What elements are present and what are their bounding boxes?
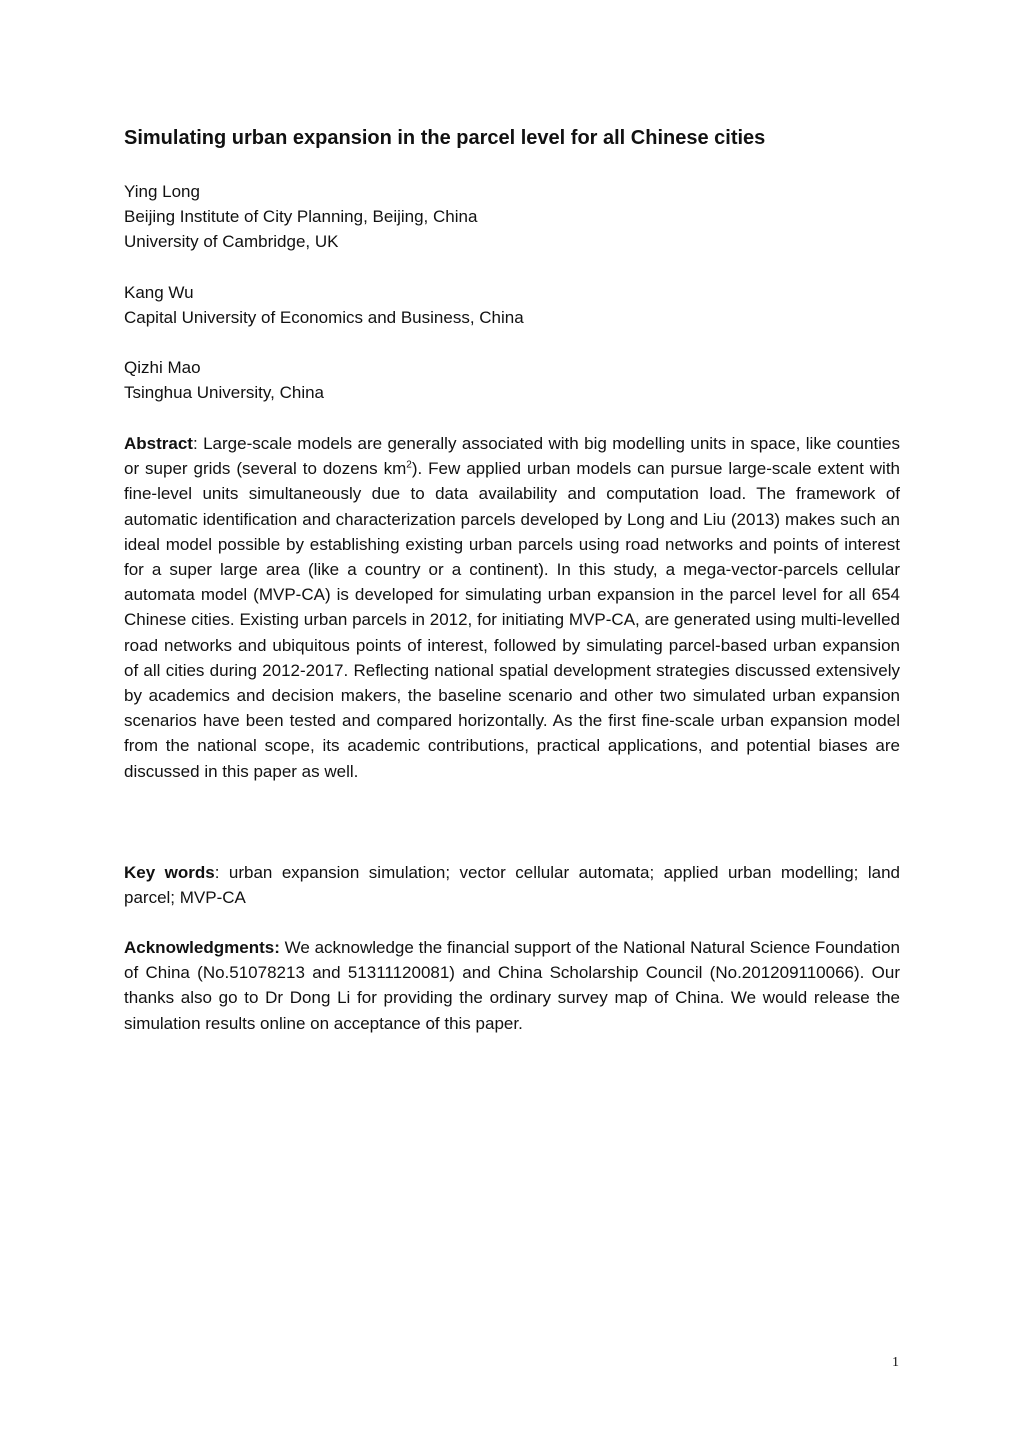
author-affiliation: University of Cambridge, UK: [124, 232, 339, 252]
author-name: Kang Wu: [124, 283, 194, 302]
author-name: Ying Long: [124, 182, 200, 201]
abstract-text-part-2: ). Few applied urban models can pursue large-scale extent with fine-level units simultaneously due to data availability and computation load. The framework of automatic identification and characterization parcels developed by Long and Liu (2013) makes such an ideal model possible by establishing existing urban parcels using road networks and points of interest for a super large area (like a country or a continent). In this study, a mega-vector-parcels cellular automata model (MVP-CA) is developed for simulating urban expansion in the parcel level for all 654 Chinese cities. Existing urban parcels in 2012, for initiating MVP-CA, are generated using multi-levelled road networks and ubiquitous points of interest, followed by simulating parcel-based urban expansion of all cities during 2012-2017. Reflecting national spatial development strategies discussed extensively by academics and decision makers, the baseline scenario and other two simulated urban expansion scenarios have been tested and compared horizontally. As the first fine-scale urban expansion model from the national scope, its academic contributions, practical applications, and potential biases are discussed in this paper as well.: [124, 459, 900, 781]
author-affiliation: Tsinghua University, China: [124, 383, 324, 403]
author-affiliation: Capital University of Economics and Business, China: [124, 308, 524, 328]
abstract-paragraph: [124, 431, 900, 784]
abstract-label: Abstract: [124, 434, 193, 453]
page-number: 1: [892, 1355, 899, 1370]
author-block-kang-wu: [124, 280, 900, 330]
keywords-text: : urban expansion simulation; vector cellular automata; applied urban modelling; land parcel; MVP-CA: [124, 863, 900, 908]
author-block-ying-long: [124, 179, 900, 255]
acknowledgments-text: We acknowledge the financial support of the National Natural Science Foundation of China (No.51078213 and 51311120081) and China Scholarship Council (No.201209110066). Our thanks also go to Dr Dong Li for providing the ordinary survey map of China. We would release the simulation results online on acceptance of this paper.: [124, 938, 900, 1033]
author-name: Qizhi Mao: [124, 358, 201, 377]
paper-title: Simulating urban expansion in the parcel level for all Chinese cities: [124, 127, 766, 149]
acknowledgments-label: Acknowledgments:: [124, 938, 280, 957]
abstract-superscript: 2: [406, 459, 412, 471]
keywords-label: Key words: [124, 863, 215, 882]
author-block-qizhi-mao: [124, 355, 900, 405]
author-affiliation: Beijing Institute of City Planning, Beijing, China: [124, 207, 478, 227]
keywords-paragraph: [124, 860, 900, 910]
acknowledgments-paragraph: [124, 935, 900, 1036]
abstract-text-part-1: : Large-scale models are generally associated with big modelling units in space, like counties or super grids (several to dozens km: [124, 434, 900, 479]
